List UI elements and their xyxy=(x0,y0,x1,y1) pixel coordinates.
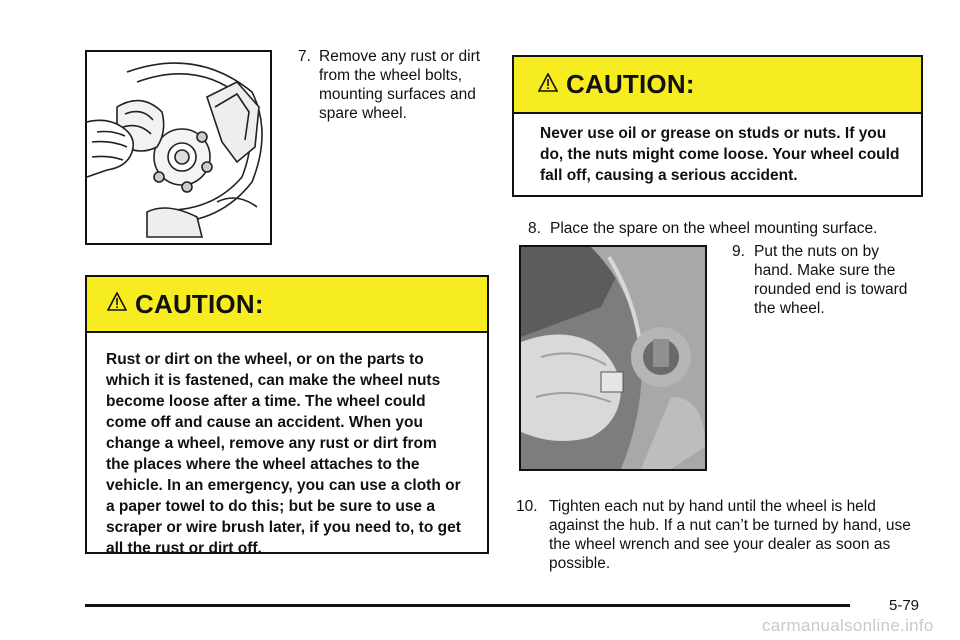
caution-body-text: Never use oil or grease on studs or nuts. If you do, the nuts might come loose. Your wheel could fall off, causing a serious accident. xyxy=(540,125,900,184)
step-8-number: 8. xyxy=(528,220,541,237)
wheel-hub-cleaning-drawing xyxy=(87,52,270,243)
caution-header xyxy=(514,57,921,114)
page-number: 5-79 xyxy=(889,597,920,614)
step-9 xyxy=(732,242,922,318)
step-10-number: 10. xyxy=(516,498,538,515)
step-10-text: Tighten each nut by hand until the wheel is held against the hub. If a nut can’t be turned by hand, use the wheel wrench and see your dealer as soon as possible. xyxy=(549,498,911,572)
caution-box-oil xyxy=(512,55,923,197)
footer-rule xyxy=(85,604,850,607)
watermark-text: carmanualsonline.info xyxy=(762,616,934,635)
caution-header xyxy=(87,277,487,333)
lug-nut-photo-drawing xyxy=(521,247,705,469)
step-9-text: Put the nuts on by hand. Make sure the rounded end is toward the wheel. xyxy=(754,243,908,317)
caution-title: CAUTION: xyxy=(135,288,264,319)
wheel-hub-cleaning-illustration xyxy=(85,50,272,245)
caution-title: CAUTION: xyxy=(566,69,695,99)
caution-box-rust xyxy=(85,275,489,557)
step-7 xyxy=(298,47,508,123)
step-10 xyxy=(516,497,926,573)
step-8-text: Place the spare on the wheel mounting surface. xyxy=(550,220,878,237)
warning-triangle-icon xyxy=(538,73,558,97)
lug-nut-installation-photo xyxy=(519,245,707,471)
step-8 xyxy=(528,219,923,238)
step-9-number: 9. xyxy=(732,243,745,260)
warning-triangle-icon xyxy=(107,292,127,316)
step-7-text: Remove any rust or dirt from the wheel bolts, mounting surfaces and spare wheel. xyxy=(319,48,481,122)
caution-body-text: Rust or dirt on the wheel, or on the parts to which it is fastened, can make the wheel nuts become loose after a time. The wheel could come off and cause an accident. When you change a wheel, remove any rust or dirt from the places where the wheel attaches to the vehicle. In an emergency, you can use a cloth or a paper towel to do this; but be sure to use a scraper or wire brush later, if you need to, to get all the rust or dirt off. xyxy=(106,351,461,557)
step-7-number: 7. xyxy=(298,48,311,65)
